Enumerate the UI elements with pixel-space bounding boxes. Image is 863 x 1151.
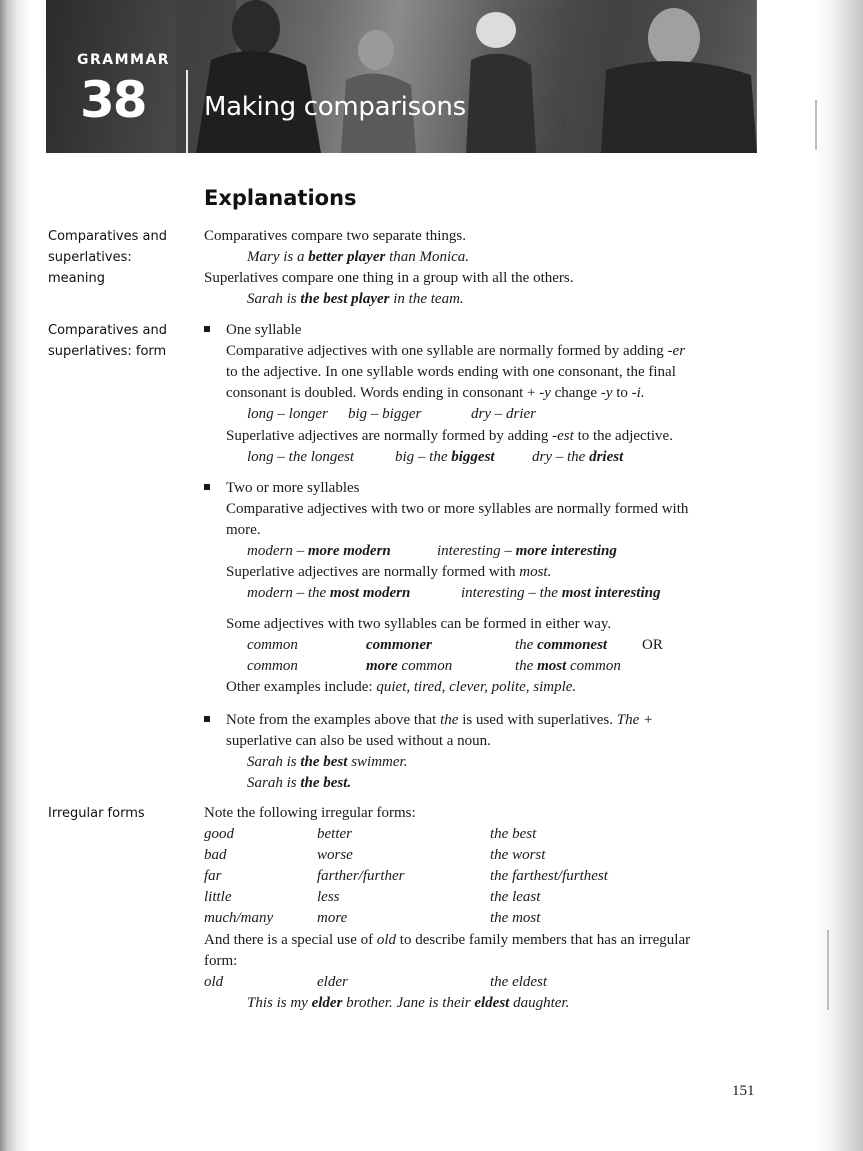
unit-title: Making comparisons — [204, 92, 466, 122]
irregular-base: bad — [204, 847, 227, 863]
bullet-marker — [204, 326, 210, 332]
comparative-example: big – bigger — [348, 406, 422, 422]
grammar-label: GRAMMAR — [77, 52, 171, 68]
superlative-example: modern – the most modern — [247, 585, 411, 601]
one-syllable-heading: One syllable — [226, 322, 302, 338]
note-text: superlative can also be used without a noun. — [226, 733, 491, 749]
one-syllable-text: Comparative adjectives with one syllable are normally formed by adding -er — [226, 343, 686, 359]
page-number: 151 — [732, 1083, 755, 1099]
book-spine-shadow — [0, 0, 30, 1151]
either-way-example: the commonest — [515, 637, 608, 653]
either-way-example: more common — [366, 658, 453, 674]
irregular-base: much/many — [204, 910, 274, 926]
page-edge-shadow — [815, 0, 863, 1151]
two-syllables-heading: Two or more syllables — [226, 480, 360, 496]
one-syllable-text: to the adjective. In one syllable words ending with one consonant, the final — [226, 364, 676, 380]
meaning-example-1: Mary is a better player than Monica. — [247, 249, 470, 265]
meaning-example-2: Sarah is the best player in the team. — [247, 291, 464, 307]
page-edge-line — [827, 930, 829, 1010]
irregular-intro: Note the following irregular forms: — [204, 805, 416, 821]
bullet-marker — [204, 716, 210, 722]
irregular-base: little — [204, 889, 232, 905]
comparative-example: interesting – more interesting — [437, 543, 617, 559]
irregular-base: far — [204, 868, 222, 884]
irregular-superlative: the eldest — [490, 974, 548, 990]
banner-photo — [46, 0, 757, 153]
one-syllable-text: consonant is doubled. Words ending in consonant + -y change -y to -i. — [226, 385, 645, 401]
irregular-superlative: the farthest/furthest — [490, 868, 608, 884]
irregular-comparative: elder — [317, 974, 348, 990]
irregular-comparative: more — [317, 910, 348, 926]
side-label-form: Comparatives and superlatives: form — [48, 323, 167, 359]
irregular-comparative: better — [317, 826, 352, 842]
irregular-base: good — [204, 826, 234, 842]
irregular-comparative: worse — [317, 847, 353, 863]
irregular-base: old — [204, 974, 224, 990]
either-way-or: OR — [642, 637, 663, 653]
special-use-text: form: — [204, 953, 238, 969]
special-use-text: And there is a special use of old to describe family members that has an irregular — [204, 932, 691, 948]
either-way-text: Some adjectives with two syllables can be formed in either way. — [226, 616, 612, 632]
irregular-superlative: the most — [490, 910, 541, 926]
note-text: Note from the examples above that the is used with superlatives. The + — [226, 712, 654, 728]
unit-number: 38 — [80, 71, 146, 129]
unit-banner — [46, 0, 757, 153]
page-edge-line — [815, 100, 817, 150]
superlative-example: big – the biggest — [395, 449, 495, 465]
irregular-comparative: less — [317, 889, 340, 905]
comparative-example: dry – drier — [471, 406, 536, 422]
meaning-comparatives-text: Comparatives compare two separate things. — [204, 228, 467, 244]
either-way-example: common — [247, 658, 298, 674]
two-syllables-superlative-text: Superlative adjectives are normally formed with most. — [226, 564, 552, 580]
note-example: Sarah is the best. — [247, 775, 352, 791]
either-way-example: the most common — [515, 658, 621, 674]
superlative-example: long – the longest — [247, 449, 355, 465]
elder-example: This is my elder brother. Jane is their eldest daughter. — [247, 995, 570, 1011]
side-label-meaning: Comparatives and superlatives: meaning — [48, 229, 167, 286]
two-syllables-text: Comparative adjectives with two or more syllables are normally formed with — [226, 501, 689, 517]
side-label-irregular: Irregular forms — [48, 806, 145, 821]
superlative-example: dry – the driest — [532, 449, 624, 465]
either-way-example: common — [247, 637, 298, 653]
other-examples-text: Other examples include: quiet, tired, clever, polite, simple. — [226, 679, 577, 695]
either-way-example: commoner — [366, 637, 432, 653]
meaning-superlatives-text: Superlatives compare one thing in a group with all the others. — [204, 270, 574, 286]
irregular-superlative: the least — [490, 889, 541, 905]
title-divider — [186, 70, 188, 153]
two-syllables-text: more. — [226, 522, 261, 538]
section-heading: Explanations — [204, 186, 357, 210]
one-syllable-superlative-text: Superlative adjectives are normally formed by adding -est to the adjective. — [226, 428, 673, 444]
superlative-example: interesting – the most interesting — [461, 585, 661, 601]
comparative-example: long – longer — [247, 406, 328, 422]
irregular-superlative: the worst — [490, 847, 546, 863]
comparative-example: modern – more modern — [247, 543, 391, 559]
note-example: Sarah is the best swimmer. — [247, 754, 408, 770]
irregular-superlative: the best — [490, 826, 537, 842]
bullet-marker — [204, 484, 210, 490]
irregular-comparative: farther/further — [317, 868, 405, 884]
